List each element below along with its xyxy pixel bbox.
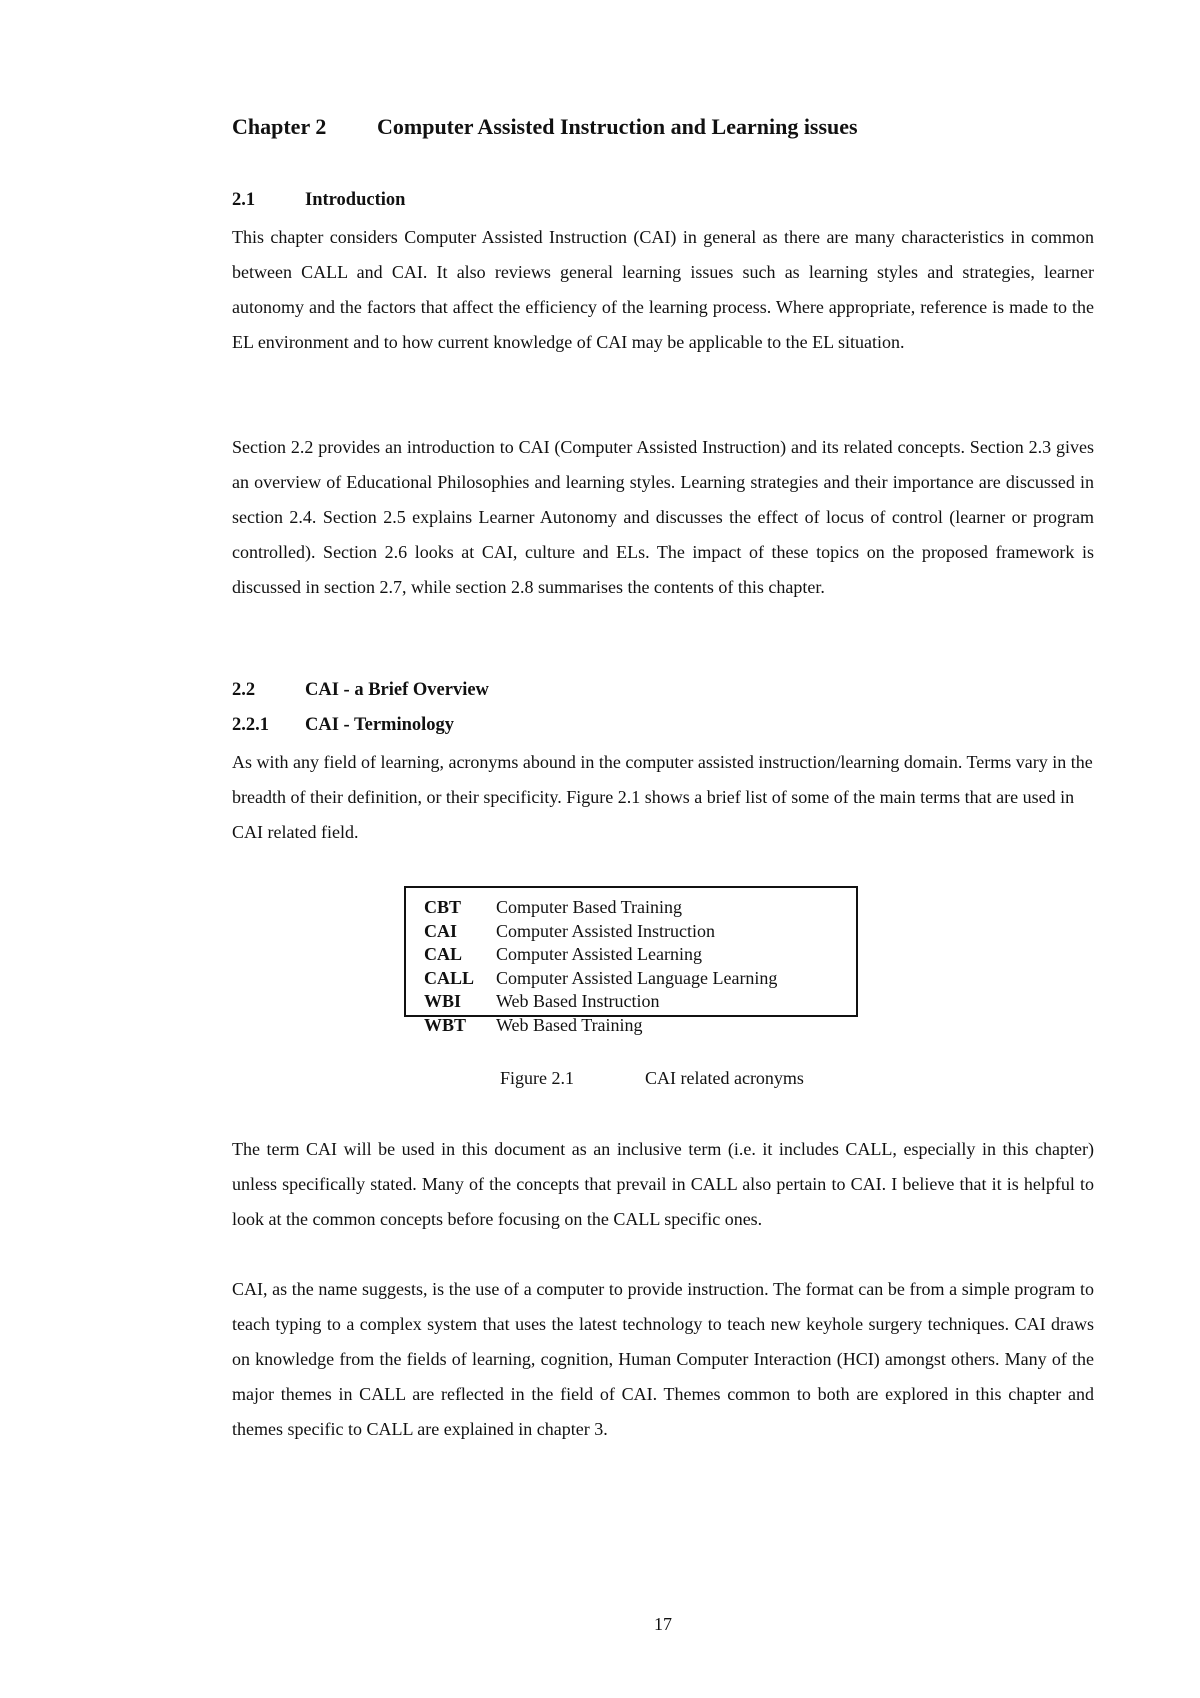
acronym-code: WBI xyxy=(424,991,462,1011)
figure-caption xyxy=(500,1068,804,1089)
acronym-meaning: Computer Based Training xyxy=(496,897,683,917)
section-number: 2.2.1 xyxy=(232,715,269,735)
chapter-title xyxy=(232,114,858,140)
section-heading-intro xyxy=(232,190,405,211)
section-title: CAI - a Brief Overview xyxy=(305,680,489,700)
acronym-meaning: Computer Assisted Learning xyxy=(496,944,702,964)
acronym-code: CAL xyxy=(424,944,463,964)
acronym-meaning: Computer Assisted Instruction xyxy=(496,920,715,941)
section-title: CAI - Terminology xyxy=(305,715,455,735)
acronym-row xyxy=(424,967,856,991)
chapter-title-text: Computer Assisted Instruction and Learning issues xyxy=(377,114,858,139)
acronym-code: CALL xyxy=(424,967,475,988)
acronym-row xyxy=(424,1014,856,1038)
page-number: 17 xyxy=(654,1614,672,1634)
acronym-row xyxy=(424,990,856,1014)
figure-caption-text: CAI related acronyms xyxy=(645,1068,804,1088)
paragraph-after-figure-2: CAI, as the name suggests, is the use of a computer to provide instruction. The format can be from a simple program to teach typing to a complex system that uses the latest technology to teach new keyhole surgery techniques. CAI draws on knowledge from the fields of learning, cognition, Human Computer Interaction (HCI) amongst others. Many of the major themes in CALL are reflected in the field of CAI. Themes common to both are explored in this chapter and themes specific to CALL are explained in chapter 3. xyxy=(232,1279,1094,1439)
acronym-row xyxy=(424,896,856,920)
chapter-number: Chapter 2 xyxy=(232,114,327,139)
section-number: 2.2 xyxy=(232,680,256,700)
acronym-code: CBT xyxy=(424,897,462,917)
section-title: Introduction xyxy=(305,190,406,210)
paragraph-intro-2: Section 2.2 provides an introduction to CAI (Computer Assisted Instruction) and its related concepts. Section 2.3 gives an overview of Educational Philosophies and learning styles. Learning strategies and their importance are discussed in section 2.4. Section 2.5 explains Learner Autonomy and discusses the effect of locus of control (learner or program controlled). Section 2.6 looks at CAI, culture and ELs. The impact of these topics on the proposed framework is discussed in section 2.7, while section 2.8 summarises the contents of this chapter. xyxy=(232,437,1094,597)
acronym-figure-box xyxy=(404,886,858,1035)
acronym-code: CAI xyxy=(424,920,458,941)
paragraph-terminology: As with any field of learning, acronyms abound in the computer assisted instruction/learning domain. Terms vary in the breadth of their definition, or their specificity. Figure 2.1 shows a brief list of some of the main terms that are used in CAI related field. xyxy=(232,752,1093,842)
figure-label: Figure 2.1 xyxy=(500,1068,574,1088)
section-heading-terminology xyxy=(232,715,454,736)
section-number: 2.1 xyxy=(232,190,256,210)
acronym-meaning: Web Based Instruction xyxy=(496,991,660,1011)
acronym-meaning: Web Based Training xyxy=(496,1014,643,1035)
acronym-row xyxy=(424,943,856,967)
section-heading-overview xyxy=(232,680,489,701)
paragraph-after-figure-1: The term CAI will be used in this document as an inclusive term (i.e. it includes CALL, especially in this chapter) unless specifically stated. Many of the concepts that prevail in CALL also pertain to CAI. I believe that it is helpful to look at the common concepts before focusing on the CALL specific ones. xyxy=(232,1139,1094,1229)
paragraph-intro-1: This chapter considers Computer Assisted Instruction (CAI) in general as there are many characteristics in common between CALL and CAI. It also reviews general learning issues such as learning styles and strategies, learner autonomy and the factors that affect the efficiency of the learning process. Where appropriate, reference is made to the EL environment and to how current knowledge of CAI may be applicable to the EL situation. xyxy=(232,227,1094,352)
acronym-code: WBT xyxy=(424,1014,467,1035)
acronym-meaning: Computer Assisted Language Learning xyxy=(496,967,778,988)
acronym-row xyxy=(424,920,856,944)
